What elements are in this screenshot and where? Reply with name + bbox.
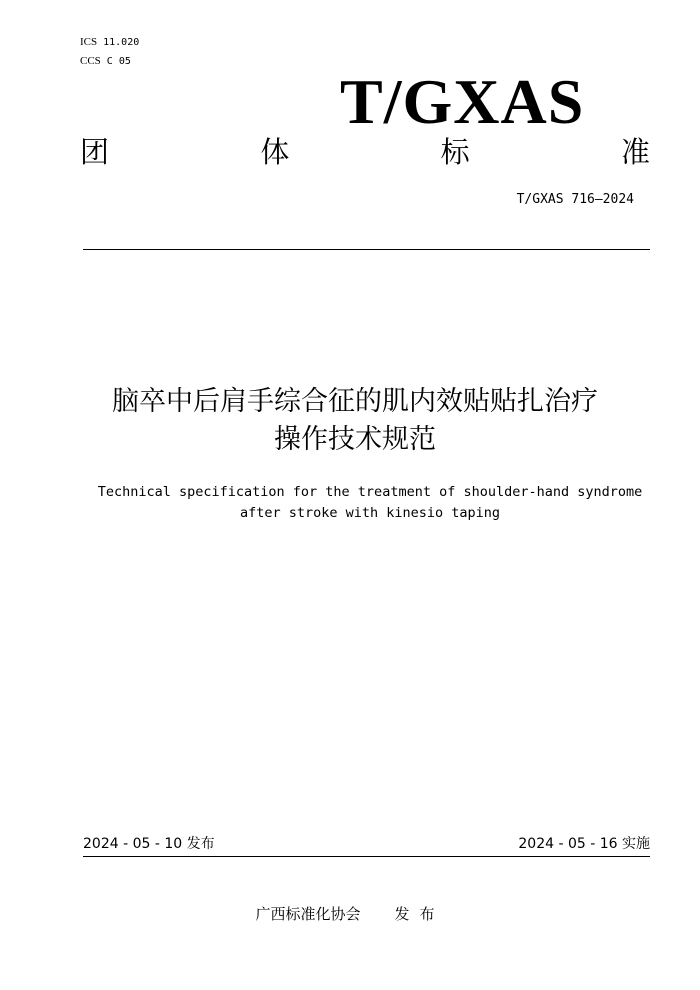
standard-type-char: 标 bbox=[440, 135, 470, 169]
organization-code: T/GXAS bbox=[340, 66, 585, 137]
chinese-title bbox=[60, 383, 650, 459]
ics-code bbox=[80, 33, 139, 52]
standard-type-char: 体 bbox=[260, 135, 290, 169]
standard-type-char: 准 bbox=[620, 135, 650, 169]
issuer bbox=[0, 903, 700, 925]
ics-value: 11.020 bbox=[103, 37, 140, 48]
ccs-value: C 05 bbox=[106, 56, 131, 67]
footer-divider bbox=[83, 856, 650, 857]
standard-type-char: 团 bbox=[80, 135, 110, 169]
ccs-label: CCS bbox=[80, 55, 101, 67]
standard-number: T/GXAS 716—2024 bbox=[516, 192, 634, 207]
ics-label: ICS bbox=[80, 36, 98, 48]
implementation-date: 2024 - 05 - 16 实施 bbox=[518, 836, 650, 852]
chinese-title-line: 操作技术规范 bbox=[274, 424, 436, 455]
classification-codes bbox=[80, 33, 139, 71]
publication-date: 2024 - 05 - 10 发布 bbox=[83, 836, 215, 852]
english-title-line: after stroke with kinesio taping bbox=[239, 505, 501, 521]
english-title bbox=[60, 482, 680, 524]
english-title-line: Technical specification for the treatment of shoulder-hand syndrome bbox=[97, 484, 643, 500]
issuer-name: 广西标准化协会 bbox=[255, 905, 361, 923]
header-divider bbox=[83, 249, 650, 250]
chinese-title-line: 脑卒中后肩手综合征的肌内效贴贴扎治疗 bbox=[112, 386, 598, 417]
issuer-action: 发布 bbox=[394, 905, 445, 923]
ccs-code bbox=[80, 52, 139, 71]
standard-type bbox=[80, 134, 650, 170]
